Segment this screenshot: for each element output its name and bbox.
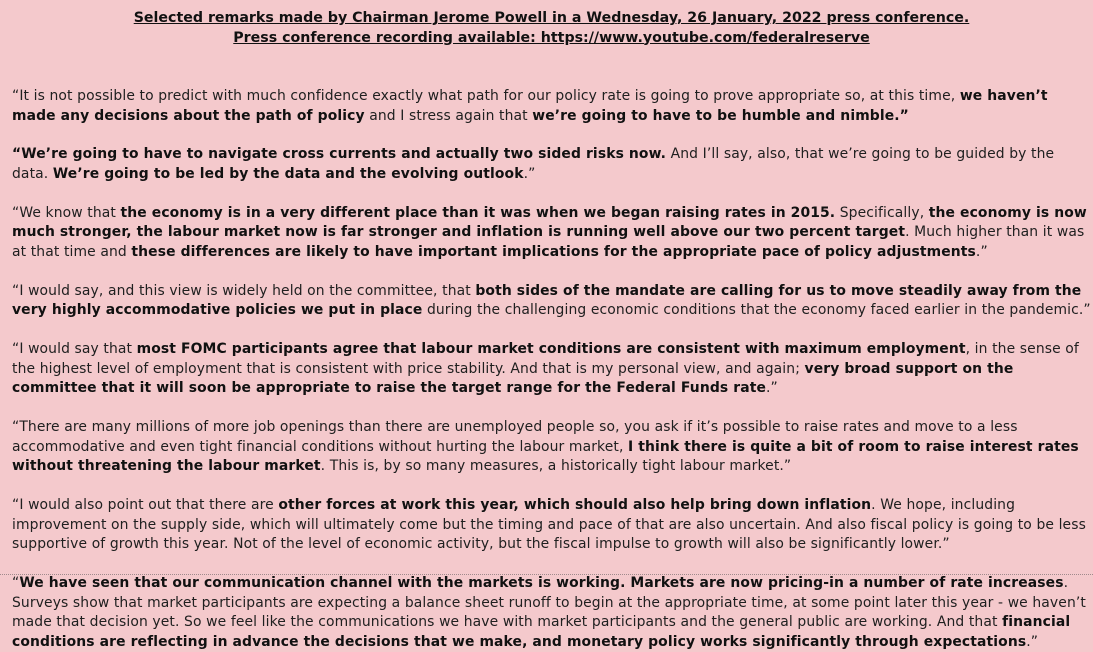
quote-text: And I’ll say, also, that we’re going to be guided by the data.: [12, 146, 1055, 182]
quote-text: “I would say, and this view is widely held on the committee, that: [12, 282, 476, 299]
quote-emphasis: I think there is quite a bit of room to raise interest rates without threatening the labour market: [12, 438, 1079, 475]
quote-emphasis: we’re going to have to be humble and nimble.”: [532, 107, 909, 124]
quote-emphasis: the economy is in a very different place than it was when we began raising rates in 2015.: [120, 204, 836, 221]
quote-text: . We hope, including improvement on the supply side, which will ultimately come but the timing and pace of that are also uncertain. And also fiscal policy is going to be less supportive of growth this year. Not of the level of economic activity, but the fiscal impulse to growth will also be significantly lower.”: [12, 497, 1086, 553]
quote-text: “: [12, 575, 20, 591]
quote-emphasis: We’re going to be led by the data and the evolving outlook: [52, 165, 524, 182]
quote-8: [12, 574, 1093, 652]
header-title: Selected remarks made by Chairman Jerome Powell in a Wednesday, 26 January, 2022 press conference.: [133, 10, 970, 26]
quote-text: . This is, by so many measures, a historically tight labour market.”: [320, 458, 792, 475]
quote-text: .”: [766, 380, 778, 397]
quote-emphasis: both sides of the mandate are calling for us to move steadily away from the very highly accommodative policies we put in place: [12, 282, 1082, 319]
quote-3: [12, 204, 1093, 263]
quote-text: “I would also point out that there are: [12, 497, 279, 514]
quote-text: during the challenging economic conditions that the economy faced earlier in the pandemic.”: [422, 302, 1091, 319]
quote-5: [12, 340, 1093, 399]
quote-text: “I would say that: [12, 341, 137, 358]
quote-emphasis: the economy is now much stronger, the labour market now is far stronger and inflation is running well above our two percent target: [12, 204, 1087, 241]
quote-text: “We know that: [12, 204, 121, 221]
page-header: [0, 9, 1093, 48]
quote-4: [12, 282, 1093, 321]
quote-text: and I stress again that: [364, 107, 533, 124]
quote-text: . Much higher than it was at that time and: [12, 224, 1085, 260]
section-divider: [0, 574, 1093, 575]
quote-7: [12, 496, 1093, 555]
quote-2: [12, 145, 1093, 184]
quote-text: .”: [1026, 633, 1039, 650]
quote-emphasis: very broad support on the committee that it will soon be appropriate to raise the target range for the Federal Funds rate: [12, 360, 1014, 397]
quotes-list: [12, 87, 1093, 652]
quote-6: [12, 418, 1093, 477]
quote-emphasis: we haven’t made any decisions about the path of policy: [12, 88, 1048, 124]
quote-text: , in the sense of the highest level of employment that is consistent with price stability. And that is my personal view, and again;: [12, 341, 1079, 377]
quote-emphasis: these differences are likely to have important implications for the appropriate pace of policy adjustments: [131, 243, 976, 260]
quote-emphasis: “We’re going to have to navigate cross currents and actually two sided risks now.: [12, 146, 667, 163]
quote-text: “It is not possible to predict with much confidence exactly what path for our policy rate is going to prove appropriate so, at this time,: [12, 88, 960, 104]
quote-emphasis: other forces at work this year, which should also help bring down inflation: [278, 497, 872, 514]
quote-text: Specifically,: [835, 204, 929, 221]
quote-text: .”: [523, 165, 536, 182]
quote-emphasis: financial conditions are reflecting in advance the decisions that we make, and monetary policy works significantly through expectations: [12, 614, 1071, 650]
quote-1: [12, 87, 1093, 126]
header-recording-link[interactable]: Press conference recording available: https://www.youtube.com/federalreserve: [233, 29, 870, 46]
quote-emphasis: most FOMC participants agree that labour market conditions are consistent with maximum employment: [136, 341, 966, 358]
quote-text: . Surveys show that market participants are expecting a balance sheet runoff to begin at the appropriate time, at some point later this year - we haven’t made that decision yet. So we feel like the communications we have with market participants and the general public are working. And that: [12, 575, 1086, 631]
quote-text: .”: [975, 243, 988, 260]
quote-emphasis: We have seen that our communication channel with the markets is working. Markets are now pricing-in a number of rate increases: [19, 575, 1064, 591]
quote-text: “There are many millions of more job openings than there are unemployed people so, you ask if it’s possible to raise rates and move to a less accommodative and even tight financial conditions without hurting the labour market,: [12, 419, 1018, 455]
